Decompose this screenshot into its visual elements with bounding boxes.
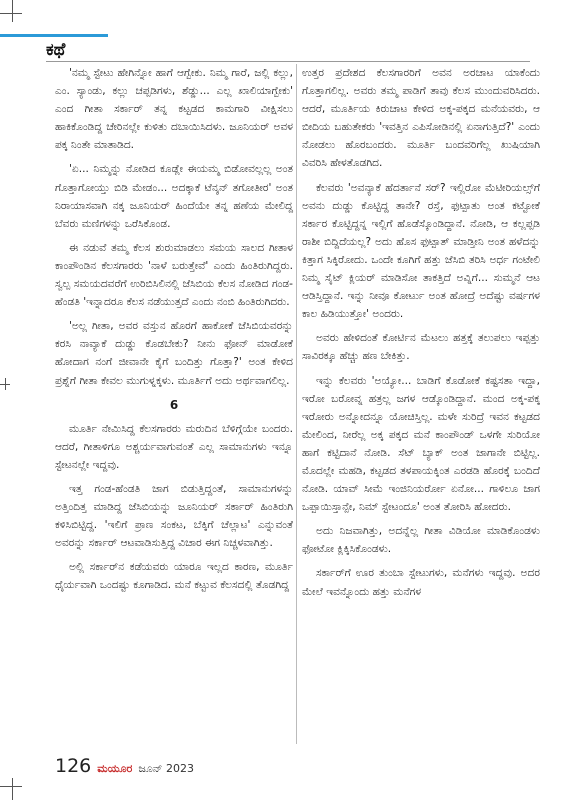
paragraph: ಅವರು ಹೇಳಿದಂತೆ ಕೋರ್ಟಿನ ಮೆಟಲು ಹತ್ತಕ್ಕೆ ತಲುಪಲು ಇಪ್ಪತ್ತು ಸಾವಿರಕ್ಕೂ ಹೆಚ್ಚು ಹಣ ಬೇಕಿತ್ತು. <box>302 332 540 363</box>
crop-mark <box>0 786 22 787</box>
paragraph: ಕೆಲವರು 'ಅವನ್ಯಾಕೆ ಹೆದರ್ತಾನೆ ಸರ್? ಇಲ್ಲಿರೋ ಮೆಟೀರಿಯಲ್ಸ್‌ಗೆ ಅವನು ದುಡ್ಡು ಕೊಟ್ಟಿದ್ದ ತಾನೇ? ರಸ್ತೆ, ಫುಟ್ಪಾತು ಅಂತ ಕಟ್ಟೋಕೆ ಸರ್ಕಾರ ಕೊಟ್ಟಿದ್ದನ್ನ ಇಲ್ಲಿಗೆ ಹೊಡೆಸ್ಕೊಂಡಿದ್ದಾನೆ. ನೋಡಿ, ಆ ಕಲ್ಲಪ್ಪಡಿ ರಾಶೀ ಬಿದ್ದಿದೆಯಲ್ಲ? ಅದು ಹೊಸ ಫುಟ್ಪಾತ್ ಮಾಡ್ತೀನಿ ಅಂತ ಹಳೆದನ್ನು ಕಿತ್ತಾಗ ಸಿಕ್ಕಿರೋದು. ಒಂದೇ ಕೂಗಿಗೆ ಹತ್ತು ಜೆಸಿಬಿ ತರಿಸಿ ಅರ್ಧ ಗಂಟೇಲಿ ನಿಮ್ಮ ಸೈಟ್ ಕ್ಲಿಯರ್ ಮಾಡಿಸೋ ತಾಕತ್ತಿದೆ ಅವ್ನಿಗೆ... ಸುಮ್ಮನೆ ಆಟ ಆಡಿಸ್ತಿದ್ದಾನೆ. ಇನ್ನು ನೀವೂ ಕೋರ್ಟು ಅಂತ ಹೋದ್ರೆ ಅದೆಷ್ಟು ವರ್ಷಗಳ ಕಾಲ ಹಿಡಿಯುತ್ತೋ' ಅಂದರು. <box>302 181 540 321</box>
crop-mark <box>0 13 22 14</box>
page-number: 126 <box>55 755 92 777</box>
paragraph: ಈ ನಡುವೆ ತಮ್ಮ ಕೆಲಸ ಶುರುಮಾಡಲು ಸಮಯ ಸಾಲದ ಗೀತಾಳ ಕಾಂಪೌಂಡಿನ ಕೆಲಸಗಾರರು 'ನಾಳೆ ಬರುತ್ತೇವೆ' ಎಂದು ಹಿಂತಿರುಗಿದ್ದರು. ಸ್ವಲ್ಪ ಸಮಯದವರೆಗೆ ಉರಿಬಿಸಿಲಿನಲ್ಲಿ ಜೆಸಿಬಿಯ ಕೆಲಸ ನೋಡಿದ ಗಂಡ-ಹೆಂಡತಿ 'ಇನ್ನಾದರೂ ಕೆಲಸ ನಡೆಯುತ್ತದೆ ಎಂದು ನಂಬಿ ಹಿಂತಿರುಗಿದರು. <box>55 241 293 309</box>
paragraph: 'ಅಲ್ಲ ಗೀತಾ, ಅವರ ವಸ್ತುನ ಹೊರಗೆ ಹಾಕೋಕೆ ಜೆಸಿಬಿಯವರನ್ನು ಕರಸಿ ನಾವ್ಯಾಕೆ ದುಡ್ಡು ಕೊಡಬೇಕು? ನೀನು ಫೋನ್ ಮಾಡೋಕೆ ಹೋದಾಗ ನಂಗೆ ಜೀವಾನೇ ಕೈಗೆ ಬಂದಿತ್ತು ಗೊತ್ತಾ?' ಅಂತ ಕೇಳಿದ ಪ್ರಶ್ನೆಗೆ ಗೀತಾ ಕೇವಲ ಮುಗುಳ್ನಕ್ಕಳು. ಮೂರ್ತಿಗೆ ಅದು ಅರ್ಥವಾಗಲಿಲ್ಲ. <box>55 320 293 387</box>
paragraph: ಸರ್ಕಾರ್‌ಗೆ ಊರ ತುಂಬಾ ಸ್ಟೇಟುಗಳು, ಮನೆಗಳು ಇದ್ದವು. ಅದರ ಮೇಲೆ ಇವನ್ನೊಂದು ಹತ್ತು ಮನೆಗಳ <box>302 567 540 598</box>
crop-mark <box>12 778 13 800</box>
right-column <box>302 64 540 607</box>
paragraph: ಅದು ನಿಜವಾಗಿತ್ತು, ಅದನ್ನೆಲ್ಲ ಗೀತಾ ವಿಡಿಯೋ ಮಾಡಿಕೊಂಡಳು ಫೋಟೋ ಕ್ಲಿಕ್ಕಿಸಿಕೊಂಡಳು. <box>302 525 540 556</box>
paragraph: 'ಏ... ನಿಮ್ಮನ್ನು ನೋಡಿದ ಕೂಡ್ಲೇ ಈಯಮ್ಮ ಬಿಡೋವಲ್ಲಲ್ಲ ಅಂತ ಗೊತ್ತಾಗೋಯ್ತು ಬಿಡಿ ಮೇಡಂ... ಅದಕ್ಕಾಕೆ ಟೆನ್ಶನ್ ತಗೋತೀರ' ಅಂತ ನಿರಾಯಾಸವಾಗಿ ನಕ್ಕ ಜೂನಿಯರ್ ಹಿಂದೆಯೇ ತನ್ನ ಹಣೆಯ ಮೇಲಿದ್ದ ಬೆವರು ಮಣಿಗಳನ್ನು ಒರೆಸಿಕೊಂಡ. <box>55 163 293 230</box>
section-accent-bar <box>0 34 108 37</box>
chapter-number: 6 <box>169 397 179 412</box>
paragraph: ಇತ್ತ ಗಂಡ-ಹೆಂಡತಿ ಜಾಗ ಬಿಡುತ್ತಿದ್ದಂತೆ, ಸಾಮಾನುಗಳನ್ನು ಅತ್ತಿಂದಿತ್ತ ಮಾಡಿದ್ದ ಜೆಸಿಬಿಯನ್ನು ಜೂನಿಯರ್ ಸರ್ಕಾರ್ ಹಿಂತಿರುಗಿ ಕಳಿಸಿಬಿಟ್ಟಿದ್ದ. 'ಇಲಿಗೆ ಪ್ರಾಣ ಸಂಕಟ, ಬೆಕ್ಕಿಗೆ ಚೆಲ್ಲಾಟ' ಎನ್ನುವಂತೆ ಅವರನ್ನು ಸರ್ಕಾರ್ ಆಟವಾಡಿಸುತ್ತಿದ್ದ ವಿಚಾರ ಈಗ ನಿಚ್ಚಳವಾಗಿತ್ತು. <box>55 482 293 550</box>
page-footer <box>55 755 194 777</box>
paragraph: ಉತ್ತರ ಪ್ರದೇಶದ ಕೆಲಸಗಾರರಿಗೆ ಅವನ ಅರಚಾಟ ಯಾಕೆಂದು ಗೊತ್ತಾಗಲಿಲ್ಲ. ಅವರು ತಮ್ಮ ಪಾಡಿಗೆ ತಾವು ಕೆಲಸ ಮುಂದುವರಿಸಿದರು. ಆದರೆ, ಮೂರ್ತಿಯ ಕಿರುಚಾಟ ಕೇಳಿದ ಅಕ್ಕ-ಪಕ್ಕದ ಮನೆಯವರು, ಆ ಬೀದಿಯ ಬಹುತೇಕರು 'ಇವತ್ತಿನ ಎಪಿಸೋಡಿನಲ್ಲಿ ಏನಾಗುತ್ತಿದೆ?' ಎಂದು ನೋಡಲು ಹೊರಬಂದರು. ಮೂರ್ತಿ ಬಂದವರಿಗೆಲ್ಲ ಖುಷಿಯಾಗಿ ವಿವರಿಸಿ ಹೇಳತೊಡಗಿದ. <box>302 67 540 170</box>
paragraph: 'ನಮ್ಮ ಸ್ಟೇಟು ಹೇಗಿನ್ನೋ ಹಾಗೆ ಆಗ್ಬೇಕು. ನಿಮ್ಮ ಗಾರೆ, ಜಲ್ಲಿ ಕಲ್ಲು, ಎಂ. ಸ್ಯಾಂಡು, ಕಲ್ಲು ಚಪ್ಪಡಿಗಳು, ಶೆಡ್ಡು... ಎಲ್ಲ ಖಾಲಿಯಾಗ್ಬೇಕು' ಎಂದ ಗೀತಾ ಸರ್ಕಾರ್ ತನ್ನ ಕಟ್ಟಡದ ಕಾಮಗಾರಿ ವೀಕ್ಷಿಸಲು ಹಾಕಿಕೊಂಡಿದ್ದ ಚೇರಿನಲ್ಲೇ ಕುಳಿತು ದಬಾಯಿಸಿದಳು. ಜೂನಿಯರ್ ಅವಳ ಪಕ್ಕ ನಿಂತೇ ಮಾತಾಡಿದ. <box>55 67 293 152</box>
crop-mark <box>5 378 6 390</box>
crop-mark <box>12 0 13 22</box>
section-title: ಕಥೆ <box>46 40 66 60</box>
magazine-logo: ಮಯೂರ <box>97 762 133 775</box>
header-rule <box>46 61 530 62</box>
issue-date: ಜೂನ್ 2023 <box>138 762 194 775</box>
paragraph: ಅಲ್ಲಿ ಸರ್ಕಾರ್‌ನ ಕಡೆಯವರು ಯಾರೂ ಇಲ್ಲದ ಕಾರಣ, ಮೂರ್ತಿ ಧೈರ್ಯವಾಗಿ ಒಂದಷ್ಟು ಕೂಗಾಡಿದ. ಮನೆ ಕಟ್ಟುವ ಕೆಲಸದಲ್ಲಿ ತೊಡಗಿದ್ದ <box>55 561 293 592</box>
left-column <box>55 64 293 601</box>
paragraph: ಇನ್ನು ಕೆಲವರು 'ಅಯ್ಯೋ... ಬಾಡಿಗೆ ಕೊಡೋಕೆ ಕಷ್ಟಸತಾ ಇದ್ದಾ, ಇರೋ ಬರೋವ್ನ ಹತ್ರಲ್ಲ ಜಗಳ ಆಡ್ಕೊಂಡಿದ್ದಾನೆ. ಮಂದ ಅಕ್ಕ-ಪಕ್ಕ ಇರೋರು ಅನ್ನೋದನ್ನೂ ಯೋಚಿಸ್ತಿಲ್ಲ. ಮಳೇ ಸುರಿದ್ರೆ ಇವನ ಕಟ್ಟಡದ ಮೇಲಿಂದ, ನೀರೆಲ್ಲ ಅಕ್ಕ ಪಕ್ಕದ ಮನೆ ಕಾಂಪೌಂಡ್ ಒಳಗೇ ಸುರಿಯೋ ಹಾಗೆ ಕಟ್ಟಿದಾನೆ ನೋಡಿ. ಸೆಟ್ ಬ್ಯಾಕ್ ಅಂತ ಜಾಗಾನೇ ಬಿಟ್ಟಿಲ್ಲ. ಮೊದಲ್ಲೇ ಮಹಡಿ, ಕಟ್ಟಡದ ತಳಪಾಯಕ್ಕಿಂತ ಎರಡಡಿ ಹೊರಕ್ಕೆ ಬಂದಿದೆ ನೋಡಿ. ಯಾವ್ ಸೀಮೆ ಇಂಜಿನಿಯರ್ರೋ ಏನೋ... ಗಾಳಿಲೂ ಜಾಗ ಒಪ್ಪಾಯಿಸ್ತಾನ್ಪೇ, ನಿಮ್ ಸ್ಟೇಟಂದೂ' ಅಂತ ತೋರಿಸಿ ಹೋದರು. <box>302 374 540 514</box>
paragraph: ಮೂರ್ತಿ ನೇಮಿಸಿದ್ದ ಕೆಲಸಗಾರರು ಮರುದಿನ ಬೆಳಿಗ್ಗೆಯೇ ಬಂದರು. ಆದರೆ, ಗೀತಾಳಿಗೂ ಅಶ್ಚರ್ಯವಾಗುವಂತೆ ಎಲ್ಲ ಸಾಮಾನುಗಳು ಇನ್ನೂ ಸ್ಟೇಟನಲ್ಲೇ ಇದ್ದವು. <box>55 422 293 471</box>
column-divider <box>296 64 297 744</box>
